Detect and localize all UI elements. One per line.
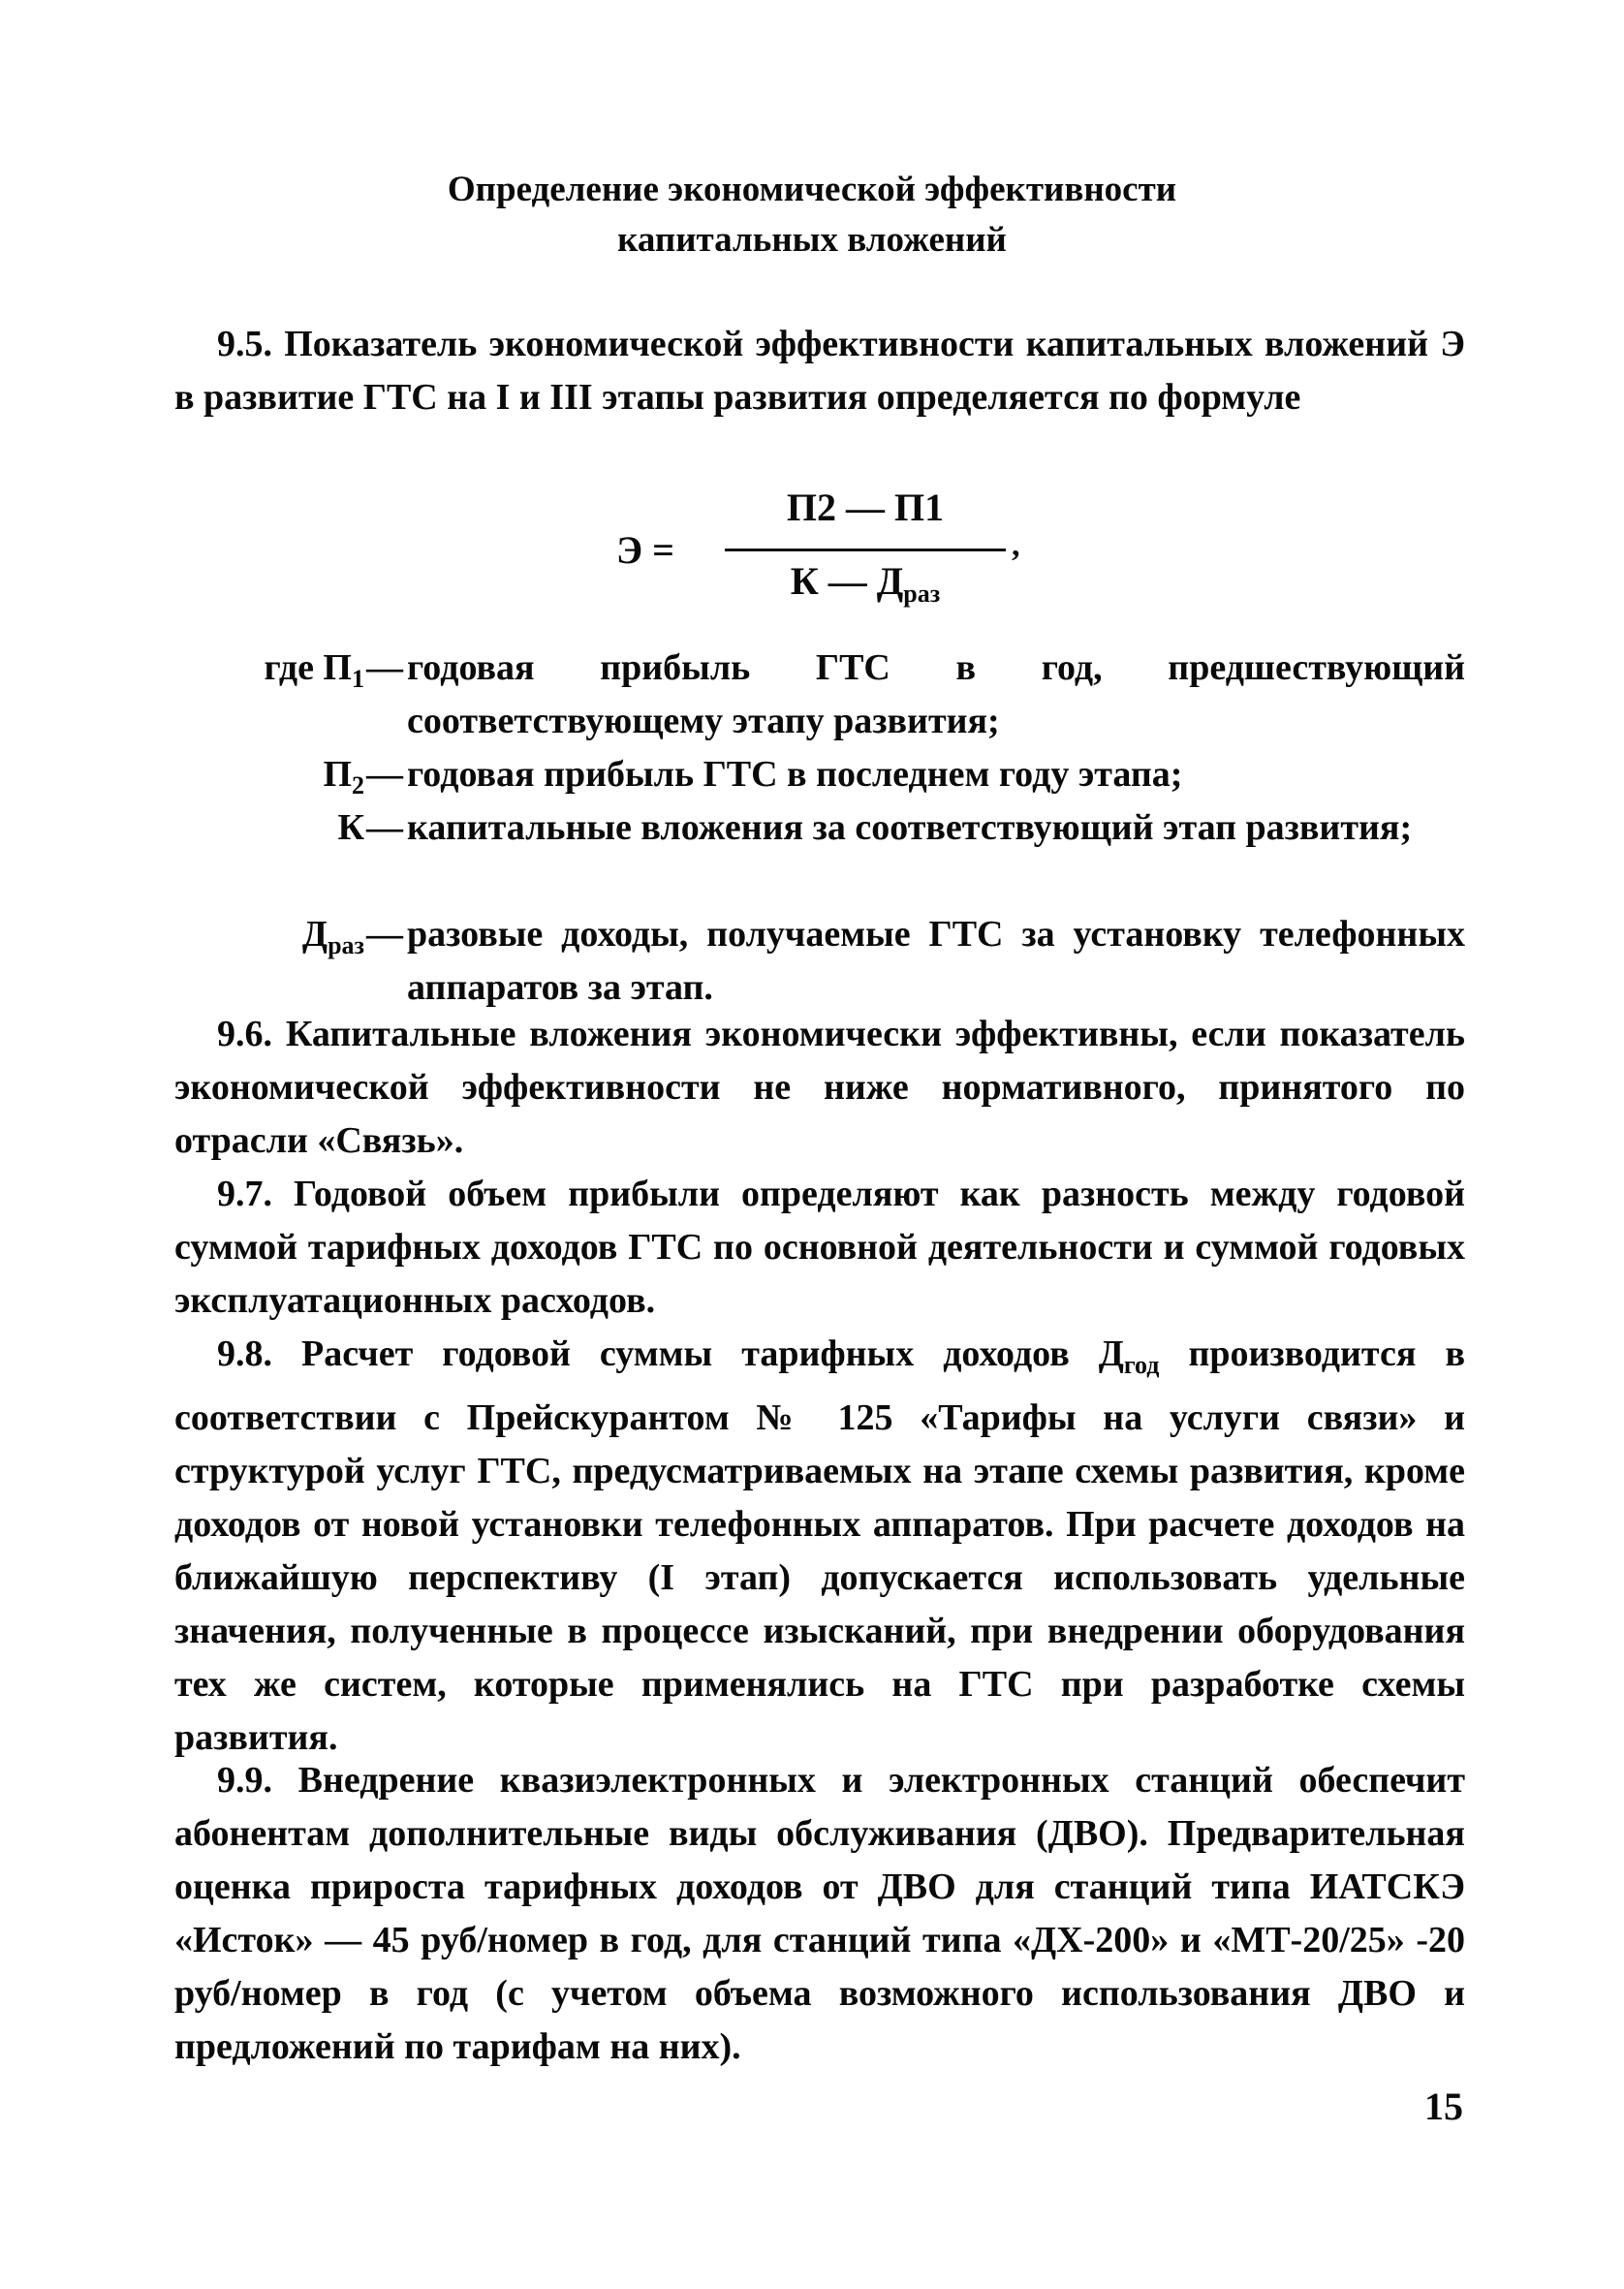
section-heading-line-2: капитальных вложений — [617, 220, 1007, 260]
legend-symbol: $П_2$ — [323, 754, 364, 800]
legend-symbol: $Д_{раз}$ — [301, 914, 364, 959]
formula-denominator: К — $Д_{раз}$ — [790, 559, 941, 608]
legend-text: годовая прибыль ГТС в год, предшествующий соответствующему этапу развития; — [407, 647, 1465, 741]
formula-fraction-bar — [725, 549, 1006, 551]
section-heading-line-1: Определение экономической эффективности — [447, 170, 1177, 209]
legend-text: годовая прибыль ГТС в последнем году этапа; — [407, 754, 1183, 795]
page-number: 15 — [1424, 2085, 1463, 2128]
paragraph-9-8: 9.8. Расчет годовой суммы тарифных доходов $Д_{год}$ производится в соответствии с Прейскурантом № 125 «Тарифы на услуги связи» и структурой услуг ГТС, предусматриваемых на этапе схемы развития, кроме доходов от новой установки телефонных аппаратов. При расчете доходов на ближайшую перспективу (I этап) допускается использовать удельные значения, полученные в процессе изысканий, при внедрении оборудования тех же систем, которые применялись на ГТС при разработке схемы развития. — [174, 1333, 1465, 1758]
formula-lhs: Э = — [616, 528, 674, 572]
legend-symbol: где $П_1$ — [264, 647, 364, 693]
efficiency-formula — [0, 485, 1624, 630]
paragraph-9-9: 9.9. Внедрение квазиэлектронных и электронных станций обеспечит абонентам дополнительные виды обслуживания (ДВО). Предварительная оценка прироста тарифных доходов от ДВО для станций типа ИАТСКЭ «Исток» — 45 руб/номер в год, для станций типа «ДХ-200» и «МТ-20/25» -20 руб/номер в год (с учетом объема возможного использования ДВО и предложений по тарифам на них). — [174, 1760, 1465, 2067]
legend-symbol: К — [337, 807, 364, 848]
paragraph-9-6: 9.6. Капитальные вложения экономически эффективны, если показатель экономической эффективности не ниже нормативного, принятого по отрасли «Связь». — [174, 1014, 1465, 1161]
formula-numerator: П2 — П1 — [786, 486, 945, 529]
paragraph-9-7: 9.7. Годовой объем прибыли определяют как разность между годовой суммой тарифных доходов ГТС по основной деятельности и суммой годовых эксплуатационных расходов. — [174, 1174, 1465, 1321]
formula-comma: , — [1012, 527, 1020, 563]
paragraph-9-5: 9.5. Показатель экономической эффективности капитальных вложений Э в развитие ГТС на I и III этапы развития определяется по формуле — [174, 324, 1465, 418]
legend-text: разовые доходы, получаемые ГТС за установку телефонных аппаратов за этап. — [407, 914, 1465, 1008]
document-page: Определение экономической эффективности капитальных вложений 9.5. Показатель экономической эффективности капитальных вложений Э в развитие ГТС на I и III этапы развития определяется по формуле Э = П2 — П1 К — $Д_{раз}$ , где $П_1$ — годовая прибыль ГТС в год, предшествующий соответствующему этапу развития; $П_2$ — годовая прибыль ГТС в последнем году этапа; К — капитальные вложения за соответствующий этап развития; $Д_{раз}$ — разовые доходы, получаемые ГТС за установку телефонных аппаратов за этап. 9.6. Капитальные вложения экономически эффективны, если показатель экономической эффективности не ниже нормативного, принятого по отрасли «Связь». 9.7. Годовой объем прибыли определяют как разность между годовой суммой тарифных доходов ГТС по основной деятельности и суммой годовых эксплуатационных расходов. 9.8. Расчет годовой суммы тарифных доходов $Д_{год}$ производится в соответствии с Прейскурантом № 125 «Тарифы на услуги связи» и структурой услуг ГТС, предусматриваемых на этапе схемы развития, кроме доходов от новой установки телефонных аппаратов. При расчете доходов на ближайшую перспективу (I этап) допускается использовать удельные значения, полученные в процессе изысканий, при внедрении оборудования тех же систем, которые применялись на ГТС при разработке схемы развития. 9.9. Внедрение квазиэлектронных и электронных станций обеспечит абонентам дополнительные виды обслуживания (ДВО). Предварительная оценка прироста тарифных доходов от ДВО для станций типа ИАТСКЭ «Исток» — 45 руб/номер в год, для станций типа «ДХ-200» и «МТ-20/25» -20 руб/номер в год (с учетом объема возможного использования ДВО и предложений по тарифам на них). 15 — [0, 0, 1624, 2289]
legend-text: капитальные вложения за соответствующий этап развития; — [407, 807, 1413, 848]
